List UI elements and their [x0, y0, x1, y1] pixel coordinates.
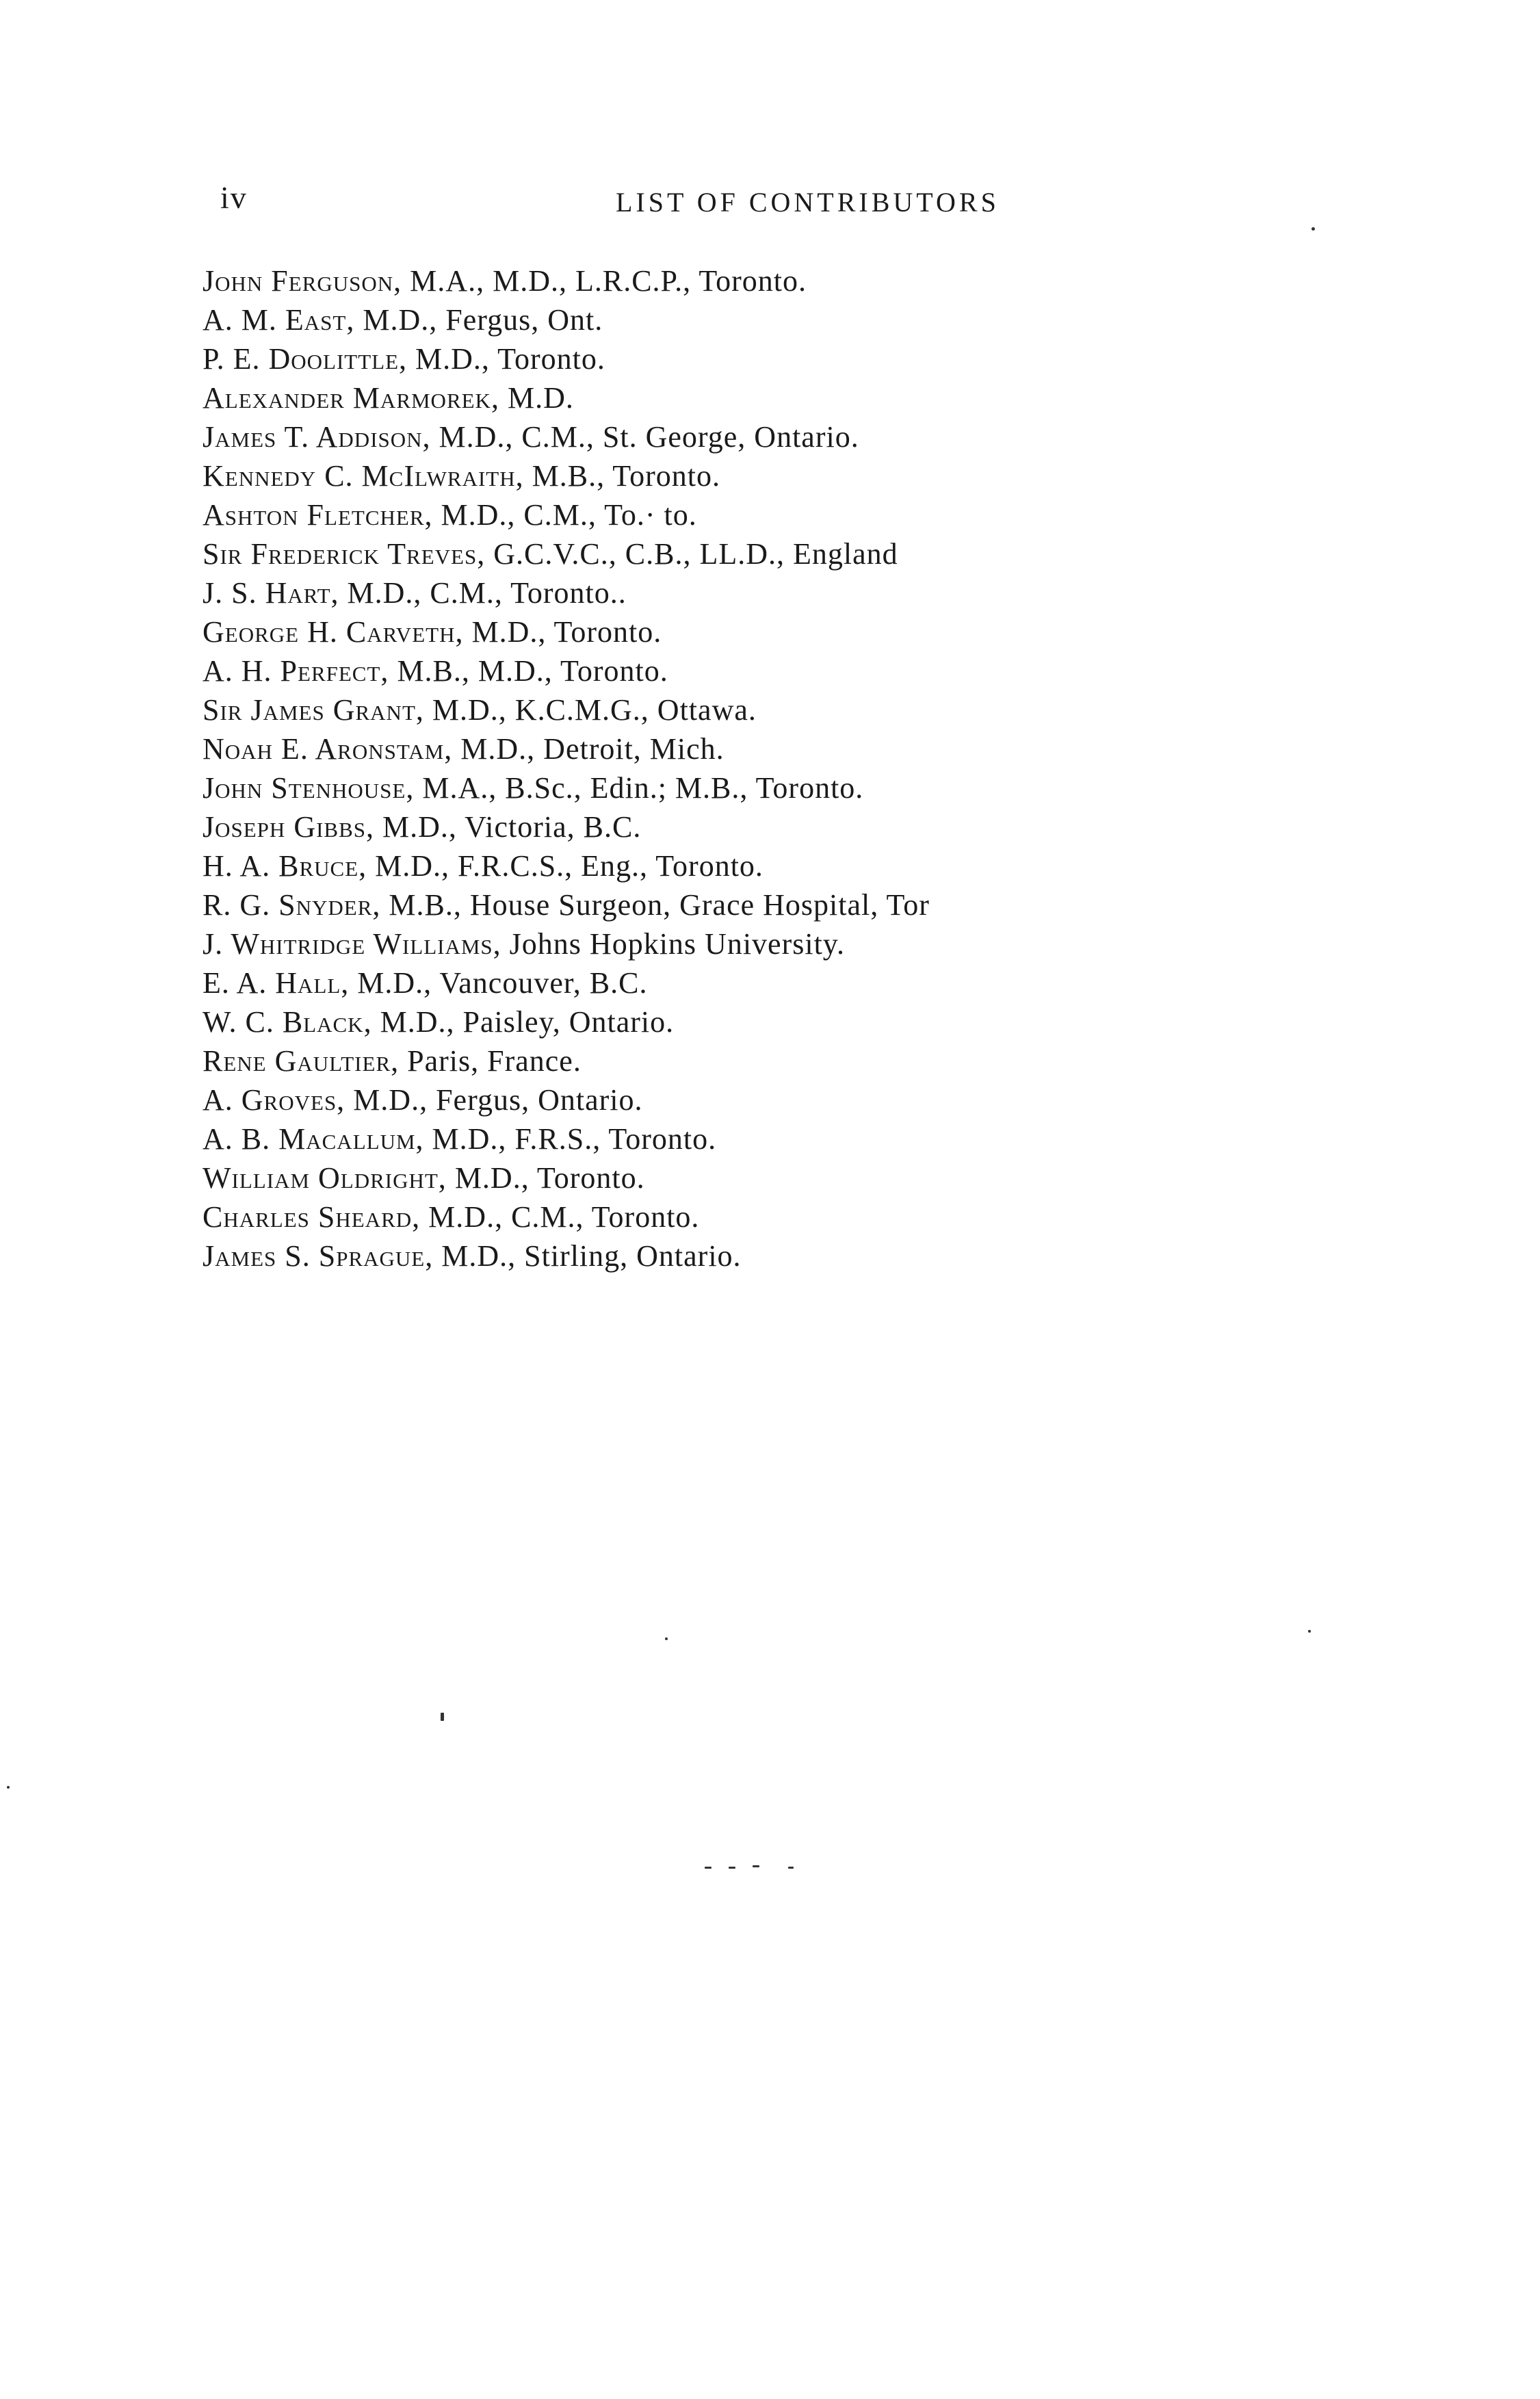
contributor-details: M.B., House Surgeon, Grace Hospital, Tor — [380, 888, 930, 922]
contributor-details: M.D., Detroit, Mich. — [452, 732, 725, 766]
contributor-details: M.D., F.R.C.S., Eng., Toronto. — [367, 849, 764, 883]
contributor-details: M.A., B.Sc., Edin.; M.B., Toronto. — [414, 771, 864, 805]
contributor-details: M.D., C.M., To.· to. — [432, 498, 697, 532]
contributor-entry — [203, 651, 930, 690]
contributor-details: M.D., K.C.M.G., Ottawa. — [423, 693, 757, 727]
contributor-details: Paris, France. — [399, 1044, 582, 1078]
contributor-name: Rene Gaultier, — [203, 1044, 400, 1078]
contributor-name: John Stenhouse, — [203, 771, 415, 805]
contributor-name: Sir Frederick Treves, — [203, 537, 486, 571]
contributor-entry — [203, 261, 930, 300]
contributor-name: Kennedy C. McIlwraith, — [203, 459, 524, 493]
contributor-list — [203, 261, 930, 1275]
contributor-name: Noah E. Aronstam, — [203, 732, 453, 766]
contributor-entry — [203, 1119, 930, 1158]
contributor-name: Alexander Marmorek, — [203, 381, 499, 415]
contributor-details: M.D., C.M., Toronto. — [420, 1200, 700, 1234]
contributor-name: W. C. Black, — [203, 1005, 372, 1039]
contributor-entry — [203, 1041, 930, 1080]
contributor-name: Sir James Grant, — [203, 693, 424, 727]
scan-speck — [729, 1867, 735, 1869]
contributor-entry — [203, 1080, 930, 1119]
contributor-entry — [203, 924, 930, 963]
contributor-details: M.D., Toronto. — [463, 615, 662, 649]
contributor-name: John Ferguson, — [203, 264, 402, 298]
contributor-name: P. E. Doolittle, — [203, 342, 408, 376]
contributor-details: M.D. — [499, 381, 574, 415]
contributor-details: M.B., Toronto. — [523, 459, 720, 493]
contributor-entry — [203, 963, 930, 1002]
contributor-name: A. H. Perfect, — [203, 654, 389, 688]
contributor-entry — [203, 534, 930, 573]
contributor-name: R. G. Snyder, — [203, 888, 381, 922]
contributor-name: J. S. Hart, — [203, 576, 339, 610]
contributor-entry — [203, 729, 930, 768]
contributor-details: M.D., Fergus, Ont. — [354, 303, 603, 337]
contributor-details: M.D., Stirling, Ontario. — [433, 1239, 742, 1273]
scan-speck — [705, 1867, 712, 1869]
contributor-details: M.D., C.M., Toronto.. — [339, 576, 627, 610]
contributor-entry — [203, 846, 930, 885]
contributor-name: James T. Addison, — [203, 420, 431, 454]
contributor-entry — [203, 495, 930, 534]
contributor-entry — [203, 768, 930, 807]
scan-speck — [1308, 1630, 1311, 1633]
scan-speck — [665, 1637, 668, 1640]
contributor-entry — [203, 1002, 930, 1041]
contributor-entry — [203, 1236, 930, 1275]
contributor-entry — [203, 417, 930, 456]
contributor-name: Ashton Fletcher, — [203, 498, 433, 532]
contributor-name: A. M. East, — [203, 303, 355, 337]
scan-speck — [788, 1867, 794, 1869]
scan-speck — [441, 1713, 444, 1721]
contributor-entry — [203, 1158, 930, 1197]
contributor-details: G.C.V.C., C.B., LL.D., England — [485, 537, 898, 571]
contributor-details: M.D., Fergus, Ontario. — [345, 1083, 643, 1117]
contributor-name: William Oldright, — [203, 1161, 447, 1195]
contributor-details: M.A., M.D., L.R.C.P., Toronto. — [402, 264, 807, 298]
page-number: iv — [220, 180, 248, 215]
contributor-entry — [203, 612, 930, 651]
contributor-name: James S. Sprague, — [203, 1239, 434, 1273]
running-head: LIST OF CONTRIBUTORS — [616, 187, 1000, 218]
contributor-name: A. Groves, — [203, 1083, 345, 1117]
contributor-name: Charles Sheard, — [203, 1200, 421, 1234]
contributor-details: M.D., C.M., St. George, Ontario. — [430, 420, 859, 454]
contributor-entry — [203, 378, 930, 417]
contributor-entry — [203, 456, 930, 495]
contributor-name: H. A. Bruce, — [203, 849, 367, 883]
contributor-name: E. A. Hall, — [203, 966, 350, 1000]
contributor-entry — [203, 690, 930, 729]
scan-speck — [753, 1865, 759, 1867]
contributor-entry — [203, 1197, 930, 1236]
contributor-name: George H. Carveth, — [203, 615, 464, 649]
contributor-entry — [203, 807, 930, 846]
scan-speck — [7, 1786, 10, 1789]
contributor-entry — [203, 300, 930, 339]
contributor-details: M.D., Toronto. — [407, 342, 605, 376]
contributor-entry — [203, 573, 930, 612]
contributor-name: J. Whitridge Williams, — [203, 927, 501, 961]
contributor-details: M.D., Paisley, Ontario. — [371, 1005, 675, 1039]
contributor-entry — [203, 339, 930, 378]
contributor-name: A. B. Macallum, — [203, 1122, 424, 1156]
contributor-details: M.D., Vancouver, B.C. — [349, 966, 648, 1000]
contributor-details: M.D., Victoria, B.C. — [374, 810, 642, 844]
contributor-entry — [203, 885, 930, 924]
contributor-name: Joseph Gibbs, — [203, 810, 375, 844]
scan-speck — [1311, 227, 1315, 231]
contributor-details: M.D., F.R.S., Toronto. — [423, 1122, 717, 1156]
contributor-details: M.D., Toronto. — [446, 1161, 645, 1195]
contributor-details: Johns Hopkins University. — [501, 927, 845, 961]
contributor-details: M.B., M.D., Toronto. — [389, 654, 668, 688]
